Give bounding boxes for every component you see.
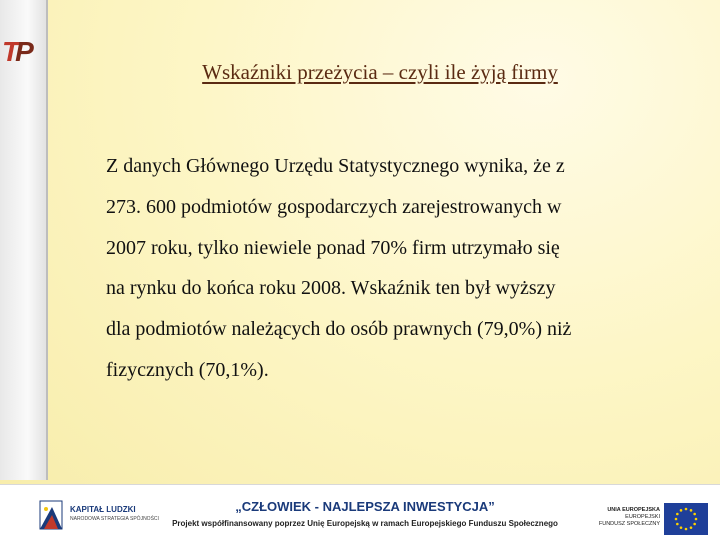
slide-title: Wskaźniki przeżycia – czyli ile żyją firmy xyxy=(202,60,558,84)
eu-star-icon xyxy=(680,509,683,512)
kapital-ludzki-title: KAPITAŁ LUDZKI xyxy=(70,505,136,514)
eu-star-icon xyxy=(693,523,696,526)
eu-flag-icon xyxy=(664,503,708,535)
footer-band xyxy=(0,484,720,541)
tp-logo: TP xyxy=(2,36,30,67)
eu-label-line: EUROPEJSKI xyxy=(625,514,660,520)
eu-star-icon xyxy=(695,518,698,521)
paragraph-line: Z danych Głównego Urzędu Statystycznego wynika, że z xyxy=(106,155,565,177)
eu-star-icon xyxy=(685,508,688,511)
paragraph-line: fizycznych (70,1%). xyxy=(106,358,269,381)
body-paragraph xyxy=(106,146,676,391)
left-decorative-bar xyxy=(0,0,48,480)
kapital-ludzki-mark-icon xyxy=(38,497,64,533)
eu-label-line: UNIA EUROPEJSKA xyxy=(607,507,660,513)
paragraph-line: na rynku do końca roku 2008. Wskaźnik ten był wyższy xyxy=(106,277,556,300)
eu-star-icon xyxy=(675,518,678,521)
eu-fund-label xyxy=(596,507,660,528)
eu-star-icon xyxy=(680,526,683,529)
kapital-ludzki-logo xyxy=(38,497,158,537)
paragraph-line: dla podmiotów należących do osób prawnych (79,0%) niż xyxy=(106,318,572,341)
paragraph-line: 2007 roku, tylko niewiele ponad 70% firm utrzymało się xyxy=(106,236,560,259)
eu-star-icon xyxy=(685,528,688,531)
eu-star-icon xyxy=(690,526,693,529)
eu-label-line: FUNDUSZ SPOŁECZNY xyxy=(598,521,660,527)
paragraph-line: 273. 600 podmiotów gospodarczych zarejestrowanych w xyxy=(106,195,562,218)
eu-star-icon xyxy=(690,509,693,512)
kapital-ludzki-subtitle: NARODOWA STRATEGIA SPÓJNOŚCI xyxy=(70,516,159,522)
eu-star-icon xyxy=(676,513,679,516)
eu-star-icon xyxy=(676,523,679,526)
footer-cofinancing-note: Projekt współfinansowany poprzez Unię Europejską w ramach Europejskiego Funduszu Społecznego xyxy=(172,519,558,528)
footer-slogan: „CZŁOWIEK - NAJLEPSZA INWESTYCJA” xyxy=(235,499,495,514)
eu-star-icon xyxy=(693,513,696,516)
